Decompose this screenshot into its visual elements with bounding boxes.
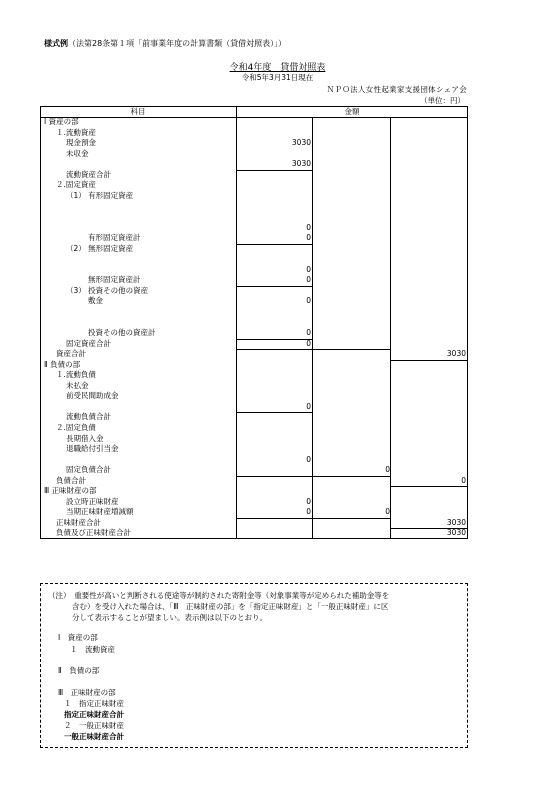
row-label: 長期借入金 [66, 433, 104, 443]
grid-line [236, 286, 312, 287]
row-label: 当期正味財産増減額 [66, 507, 134, 517]
amount-c1: 0 [306, 296, 311, 306]
amount-c3: 3030 [446, 349, 466, 359]
grid-line [390, 360, 468, 361]
row-label: 資産合計 [56, 349, 86, 359]
amount-c1: 0 [306, 328, 311, 337]
amount-c1: 0 [306, 222, 311, 232]
row-label: １.流動負債 [56, 370, 96, 380]
amount-c1: 0 [306, 338, 311, 348]
row-label: 未払金 [66, 380, 89, 390]
note-item-designated-total: 指定正味財産合計 [64, 710, 124, 719]
note-item-assets: Ⅰ 資産の部 [58, 633, 98, 642]
form-reference: （法第28条第１項「前事業年度の計算書類（貸借対照表）」） [68, 39, 287, 48]
row-label: 固定負債合計 [66, 465, 111, 475]
column-header-amount: 金額 [344, 107, 360, 116]
amount-c1: 0 [306, 507, 311, 517]
grid-line [236, 244, 312, 245]
row-label: （3） 投資その他の資産 [66, 285, 149, 295]
row-label: 有形固定資産計 [88, 233, 141, 243]
row-label: 現金預金 [66, 138, 96, 148]
as-of-date: 令和5年3月31日現在 [241, 73, 314, 82]
row-label: 設立時正味財産 [66, 496, 119, 506]
amount-c3: 3030 [446, 517, 466, 527]
grid-line [236, 412, 312, 413]
row-label: （2） 無形固定資産 [66, 243, 134, 253]
amount-c3: 0 [461, 475, 466, 485]
column-header-item: 科目 [130, 107, 146, 116]
grid-line [312, 349, 390, 350]
row-label: 流動資産合計 [66, 169, 111, 179]
document-title-text: 令和4年度 貸借対照表 [229, 63, 326, 73]
row-label: 無形固定資産計 [88, 275, 141, 285]
note-item-liabilities: Ⅱ 負債の部 [58, 666, 100, 675]
amount-c1: 0 [306, 275, 311, 285]
note-item-net-assets: Ⅲ 正味財産の部 [58, 688, 116, 697]
form-prefix: 様式例 [44, 39, 68, 48]
row-label: （1） 有形固定資産 [66, 190, 134, 200]
amount-c2: 0 [385, 465, 390, 475]
grid-line [236, 349, 312, 350]
row-label: ２.固定負債 [56, 422, 96, 432]
grid-line [236, 106, 237, 539]
form-header [44, 38, 286, 49]
amount-c1: 3030 [291, 159, 311, 169]
note-line-3: 分して表示することが望ましい。表示例は以下のとおり。 [72, 613, 267, 622]
grid-line [312, 476, 390, 477]
row-label: Ⅰ 資産の部 [44, 117, 79, 126]
grid-line [236, 518, 312, 519]
row-label: 退職給付引当金 [66, 444, 119, 454]
row-label: Ⅱ 負債の部 [44, 359, 81, 369]
row-label: Ⅲ 正味財産の部 [44, 486, 97, 496]
grid-line [40, 117, 468, 118]
amount-c2: 0 [385, 507, 390, 517]
row-label: 流動負債合計 [66, 412, 111, 422]
amount-c1: 0 [306, 233, 311, 243]
amount-c3: 3030 [446, 528, 466, 538]
row-label: 負債及び正味財産合計 [56, 528, 131, 538]
row-label: 敷金 [88, 296, 103, 306]
row-label: 投資その他の資産計 [88, 328, 156, 337]
unit-label: （単位：円） [420, 96, 465, 105]
grid-line [390, 538, 468, 539]
grid-line [236, 476, 312, 477]
grid-line [390, 486, 468, 487]
note-line-2: 含む）を受け入れた場合は、「Ⅲ 正味財産の部」を「指定正味財産」と「一般正味財産」に区 [72, 602, 389, 611]
row-label: １.流動資産 [56, 127, 96, 137]
amount-c1: 0 [306, 401, 311, 411]
amount-c1: 0 [306, 264, 311, 274]
note-item-designated: １ 指定正味財産 [64, 699, 124, 708]
row-label: 未収金 [66, 148, 89, 158]
amount-c1: 0 [306, 454, 311, 464]
grid-line [312, 518, 390, 519]
row-label: ２.固定資産 [56, 180, 96, 190]
note-item-general: ２ 一般正味財産 [64, 721, 124, 730]
note-line-1: （注） 重要性が高いと判断される使途等が制約された寄附金等（対象事業等が定められた補助金等を [48, 591, 390, 600]
note-item-general-total: 一般正味財産合計 [64, 732, 124, 741]
note-item-current-assets: １ 流動資産 [70, 645, 115, 654]
row-label: 前受民間助成金 [66, 391, 119, 401]
grid-line [390, 117, 391, 539]
grid-line [236, 170, 312, 171]
row-label: 負債合計 [56, 475, 86, 485]
row-label: 固定資産合計 [66, 338, 111, 348]
note-text [48, 590, 468, 623]
amount-c1: 3030 [291, 138, 311, 148]
row-label: 正味財産合計 [56, 517, 101, 527]
amount-c1: 0 [306, 496, 311, 506]
organization-name: ＮＰＯ法人女性起業家支援団体シェア会 [326, 85, 467, 94]
